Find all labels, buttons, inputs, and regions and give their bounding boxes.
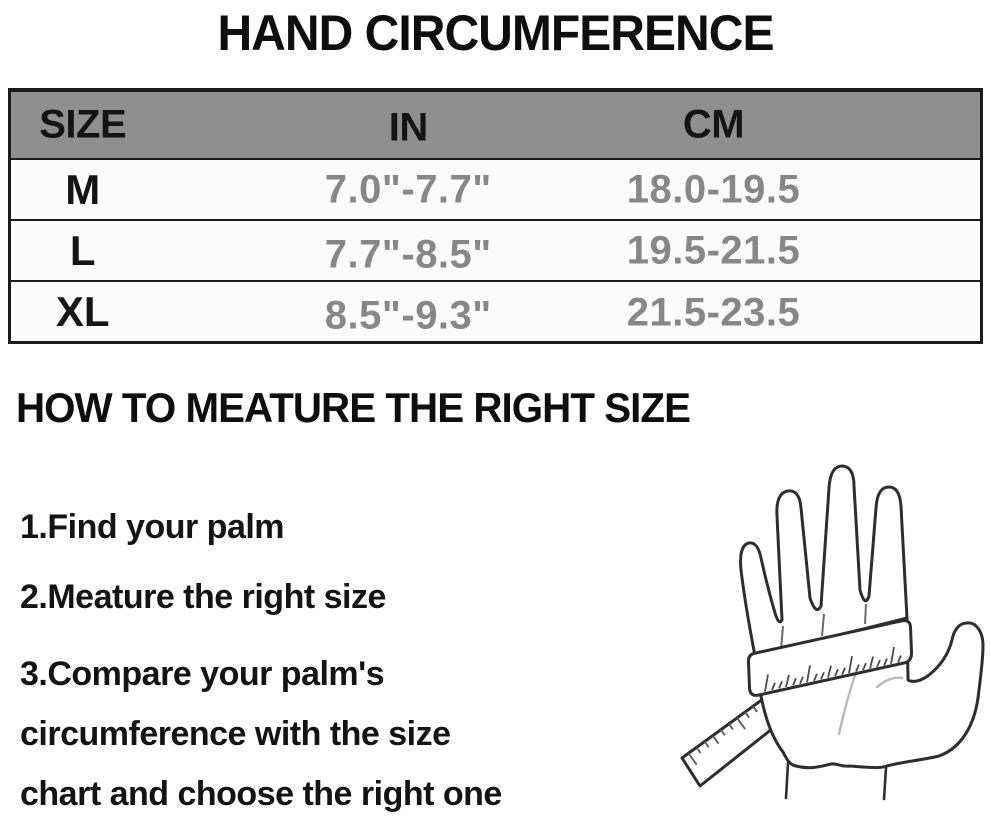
size-cell: L	[69, 226, 96, 274]
step-3-line-2: circumference with the size	[20, 715, 451, 753]
cm-cell: 21.5-23.5	[626, 290, 801, 335]
column-header-cm: CM	[682, 102, 745, 147]
table-row-xl	[11, 280, 980, 341]
size-cell: M	[65, 165, 101, 213]
table-row-l	[11, 219, 980, 280]
step-3	[20, 644, 502, 824]
cm-cell: 19.5-21.5	[626, 228, 801, 272]
table-row-m	[11, 158, 980, 219]
step-2: 2.Meature the right size	[20, 578, 386, 616]
step-1: 1.Find your palm	[20, 508, 285, 546]
cm-cell: 18.0-19.5	[626, 167, 801, 211]
column-header-size: SIZE	[39, 102, 127, 147]
hand-measurement-illustration	[670, 450, 991, 812]
page-title: HAND CIRCUMFERENCE	[217, 5, 774, 61]
inches-cell: 7.7"-8.5"	[324, 232, 492, 277]
step-3-line-1: 3.Compare your palm's	[20, 655, 385, 693]
how-to-heading: HOW TO MEATURE THE RIGHT SIZE	[16, 384, 691, 431]
inches-cell: 7.0"-7.7"	[324, 167, 492, 211]
size-cell: XL	[55, 287, 110, 335]
step-3-line-3: chart and choose the right one	[20, 775, 502, 813]
column-header-in: IN	[388, 105, 428, 150]
size-chart-table	[8, 88, 983, 344]
inches-cell: 8.5"-9.3"	[324, 293, 492, 338]
table-header-row	[11, 92, 980, 158]
